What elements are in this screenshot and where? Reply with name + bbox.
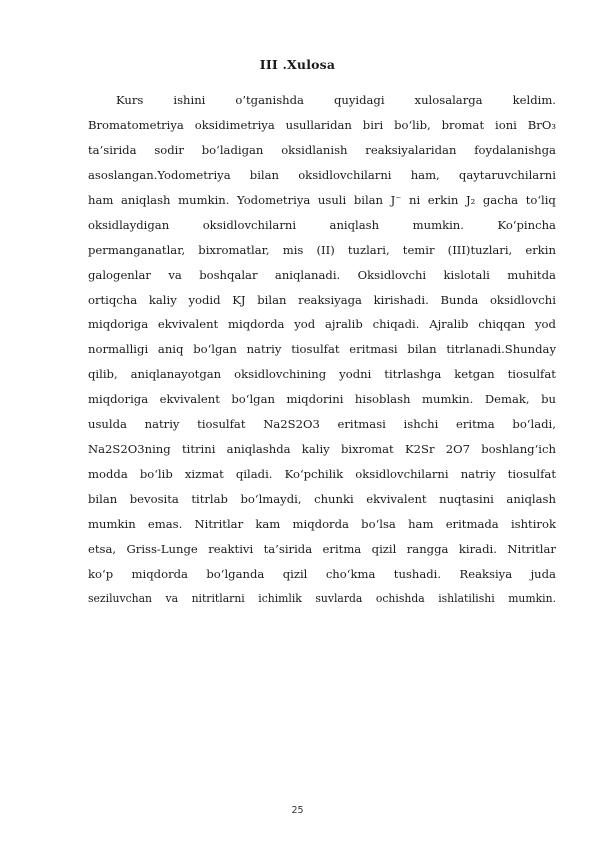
word: BrO₃ [527,117,556,132]
word: mumkin. [421,392,474,407]
word: miqdorini [286,392,344,407]
word: kaliy [301,442,330,457]
word: emas. [147,516,183,531]
word: Bunda [440,292,479,307]
word: miqdorda [131,566,188,581]
word: mumkin. [508,591,556,605]
word: titrlab [191,492,228,506]
word: bixromatlar, [198,242,270,257]
word: ko‘p [88,566,114,581]
word: bo‘lsa [361,516,396,531]
word: usullaridan [285,117,352,132]
word: kam [255,516,281,531]
word: reaksiyaga [298,292,362,307]
word: aniqlash [506,492,556,506]
word: bo‘lib, [394,117,431,132]
text-line [88,362,556,387]
word: Griss-Lunge [126,541,198,556]
word: ketgan [454,367,495,382]
body-paragraph [88,88,556,612]
word: oksidlanish [281,142,348,157]
text-line [88,587,556,612]
word: qizil [371,541,397,556]
section-heading: III .Xulosa [259,57,336,72]
text-line [88,238,556,263]
word: va [168,267,182,282]
text-line [88,113,556,138]
word: etsa, [88,541,117,556]
word: oksidlovchining [234,367,327,382]
word: mumkin. [412,217,464,232]
word: cho‘kma [325,566,376,581]
word: bilan [257,292,287,307]
word: ta’sirida [88,142,137,157]
word: bromat [441,117,485,132]
word: biri [362,117,384,132]
word: Bromatometriya [88,117,184,132]
word: kiradi. [458,541,497,556]
word: juda [530,566,556,581]
word: tiosulfat [507,467,556,482]
word: oksidlovchilarni [298,167,392,182]
word: gacha [482,192,519,207]
word: aniqlash [329,217,380,232]
text-line [88,412,556,437]
word: ekvivalent [159,392,220,407]
word: boshqalar [199,267,258,282]
word: ishtirok [510,516,556,531]
word: Reaksiya [459,566,513,581]
word: aniqlanadi. [274,267,341,282]
word: tiosulfat [197,417,246,432]
word: erkin [427,192,459,207]
word: 2O7 [445,442,471,457]
word: bilan [407,342,437,357]
word: asoslangan.Yodometriya [88,167,231,182]
word: aniq [157,342,184,357]
word: bo‘lganda [206,566,265,581]
word: normalligi [88,342,149,357]
word: titrlashga [384,367,442,382]
word: tushadi. [393,566,442,581]
word: tuzlari, [347,242,390,257]
page-number: 25 [291,805,304,816]
word: bo‘lib [139,467,173,482]
word: Na2S2O3ning [88,442,171,457]
word: miqdorda [292,516,349,531]
word: seziluvchan [88,591,152,605]
word: yodid [188,292,221,307]
text-line [88,263,556,288]
word: ichimlik [258,591,302,605]
text-line [88,213,556,238]
word: hisoblash [354,392,411,407]
text-line [88,462,556,487]
word: yod [294,317,316,332]
text-line [88,337,556,362]
word: yod [534,317,556,332]
word: oksidlovchi [489,292,556,307]
word: oksidlaydigan [88,217,170,232]
word: eritma [456,417,495,432]
word: natriy [460,467,496,482]
word: KJ [232,292,246,307]
word: oksidlovchilarni [355,467,449,482]
word: J⁻ [390,192,402,207]
word: ishchi [403,417,439,432]
text-line [88,88,556,113]
word: kislotali [443,267,490,282]
text-line [88,138,556,163]
word: Demak, [484,392,530,407]
word: (III)tuzlari, [447,242,513,257]
word: qiladi. [235,467,273,482]
word: usuli [317,192,347,207]
word: nuqtasini [439,492,494,506]
word: natriy [144,417,180,432]
word: miqdorda [228,317,285,332]
word: ham [408,516,434,531]
text-line [88,437,556,462]
text-line [88,537,556,562]
word: Ajralib [429,317,469,332]
word: oksidlovchilarni [202,217,297,232]
word: ham, [410,167,440,182]
word: aniqlash [120,192,171,207]
word: sodir [154,142,184,157]
word: keldim. [512,93,556,107]
word: galogenlar [88,267,151,282]
word: eritmasi [349,342,398,357]
word: titrlanadi.Shunday [446,342,556,357]
word: temir [402,242,435,257]
word: erkin [525,242,556,257]
word: va [165,591,179,605]
text-line [88,288,556,313]
word: o’tganishda [235,93,304,107]
word: bilan [88,492,118,506]
word: bixromat [340,442,394,457]
word: eritma [322,541,362,556]
word: bevosita [129,492,179,506]
word: permanganatlar, [88,242,186,257]
word: kaliy [148,292,177,307]
word: usulda [88,417,127,432]
word: ortiqcha [88,292,138,307]
word: eritmada [445,516,499,531]
word: tiosulfat [291,342,340,357]
word: tiosulfat [507,367,556,382]
word: Kurs [116,93,144,107]
text-line [88,163,556,188]
word: ishini [173,93,206,107]
word: kirishadi. [373,292,429,307]
word: boshlang‘ich [481,442,556,457]
word: ioni [495,117,517,132]
word: Na2S2O3 [263,417,320,432]
word: muhitda [507,267,556,282]
word: J₂ [465,192,476,207]
word: bo‘ladigan [201,142,264,157]
word: oksidimetriya [194,117,275,132]
word: mumkin [88,516,136,531]
word: qaytaruvchilarni [458,167,556,182]
word: xulosalarga [414,93,483,107]
word: qilib, [88,367,118,382]
text-line [88,188,556,213]
word: mumkin. [178,192,230,207]
word: reaktivi [208,541,254,556]
word: xizmat [184,467,224,482]
word: chunki [314,492,354,506]
word: to‘liq [525,192,556,207]
word: bo‘lgan [193,342,237,357]
word: reaksiyalaridan [365,142,457,157]
text-line [88,312,556,337]
word: mis [282,242,304,257]
text-line [88,562,556,587]
word: K2Sr [404,442,435,457]
word: foydalanishga [474,142,556,157]
word: ajralib [324,317,363,332]
word: quyidagi [333,93,385,107]
word: ekvivalent [157,317,219,332]
word: bilan [353,192,384,207]
word: qizil [282,566,308,581]
word: miqdoriga [88,317,149,332]
word: ochishda [375,591,425,605]
word: bu [541,392,556,407]
text-line [88,387,556,412]
word: bo‘ladi, [512,417,556,432]
word: chiqqan [478,317,526,332]
word: eritmasi [337,417,386,432]
word: bo‘lgan [231,392,275,407]
word: ishlatilishi [438,591,495,605]
word: ham [88,192,114,207]
word: rangga [406,541,449,556]
word: bo‘lmaydi, [240,492,302,506]
word: Ko‘pchilik [284,467,344,482]
word: Ko‘pincha [497,217,556,232]
word: miqdoriga [88,392,149,407]
word: aniqlanayotgan [130,367,222,382]
word: chiqadi. [372,317,420,332]
word: (II) [316,242,335,257]
word: Nitritlar [194,516,244,531]
word: Yodometriya [237,192,311,207]
word: yodni [339,367,372,382]
word: natriy [246,342,282,357]
text-line [88,512,556,537]
word: titrini [181,442,216,457]
word: ekvivalent [366,492,427,506]
word: modda [88,467,128,482]
text-line [88,487,556,512]
word: ni [409,192,421,207]
word: Nitritlar [507,541,556,556]
word: Oksidlovchi [357,267,427,282]
word: suvlarda [315,591,363,605]
word: bilan [249,167,280,182]
word: nitritlarni [191,591,245,605]
word: aniqlashda [226,442,291,457]
word: ta’sirida [263,541,313,556]
